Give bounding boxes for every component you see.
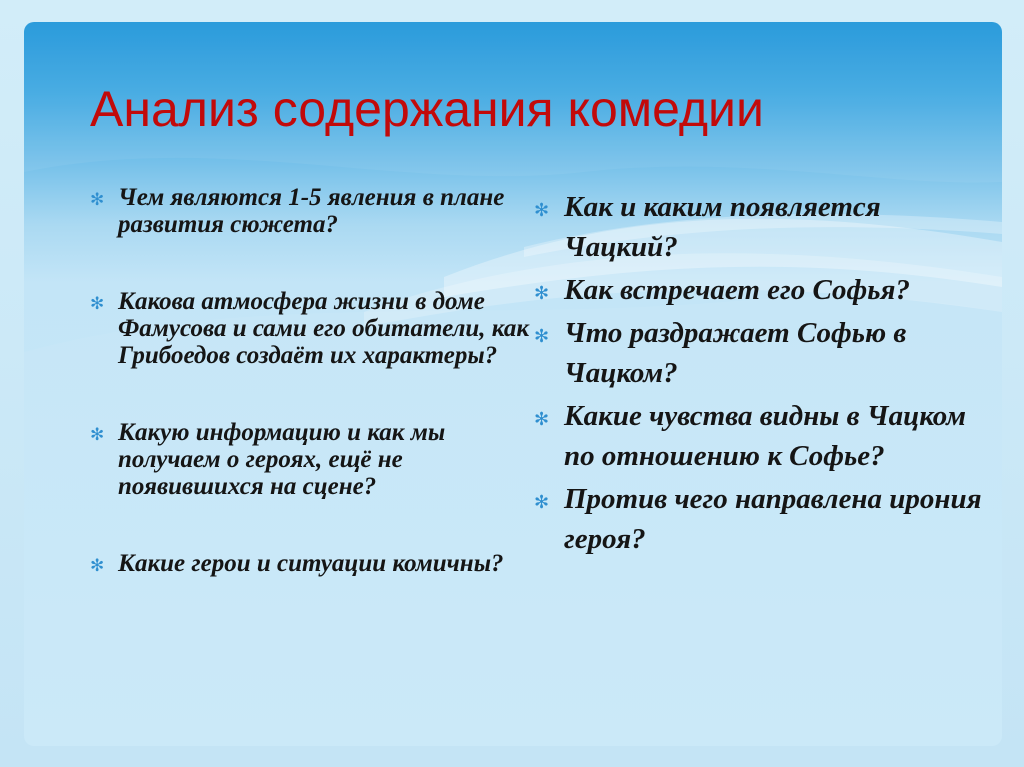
list-item [534, 187, 994, 267]
list-item [90, 550, 530, 577]
list-item-text: Как встречает его Софья? [564, 274, 910, 306]
snowflake-bullet-icon: ✻ [90, 190, 105, 209]
list-item-text: Какие чувства видны в Чацком по отношению к Софье? [564, 400, 967, 472]
snowflake-bullet-icon: ✻ [534, 283, 550, 303]
list-item-text: Какова атмосфера жизни в доме Фамусова и сами его обитатели, как Грибоедов создаёт их характеры? [118, 288, 530, 369]
snowflake-bullet-icon: ✻ [534, 492, 550, 512]
list-item [90, 288, 530, 369]
list-item-text: Чем являются 1-5 явления в плане развития сюжета? [118, 184, 505, 238]
list-item-text: Какие герои и ситуации комичны? [118, 550, 504, 577]
slide-title: Анализ содержания комедии [90, 81, 764, 137]
list-item [534, 479, 994, 559]
snowflake-bullet-icon: ✻ [534, 200, 550, 220]
list-item [534, 396, 994, 476]
snowflake-bullet-icon: ✻ [90, 425, 105, 444]
list-item-text: Против чего направлена ирония героя? [564, 483, 982, 555]
snowflake-bullet-icon: ✻ [534, 326, 550, 346]
list-item-text: Что раздражает Софью в Чацком? [564, 317, 907, 389]
snowflake-bullet-icon: ✻ [534, 409, 550, 429]
slide [24, 22, 1002, 746]
list-item [534, 270, 994, 310]
list-item [90, 184, 530, 238]
right-question-list [534, 187, 994, 562]
list-item-text: Какую информацию и как мы получаем о героях, ещё не появившихся на сцене? [118, 419, 446, 500]
list-item [90, 419, 530, 500]
left-question-list [90, 184, 530, 627]
snowflake-bullet-icon: ✻ [90, 294, 105, 313]
snowflake-bullet-icon: ✻ [90, 556, 105, 575]
list-item-text: Как и каким появляется Чацкий? [564, 191, 881, 263]
list-item [534, 313, 994, 393]
